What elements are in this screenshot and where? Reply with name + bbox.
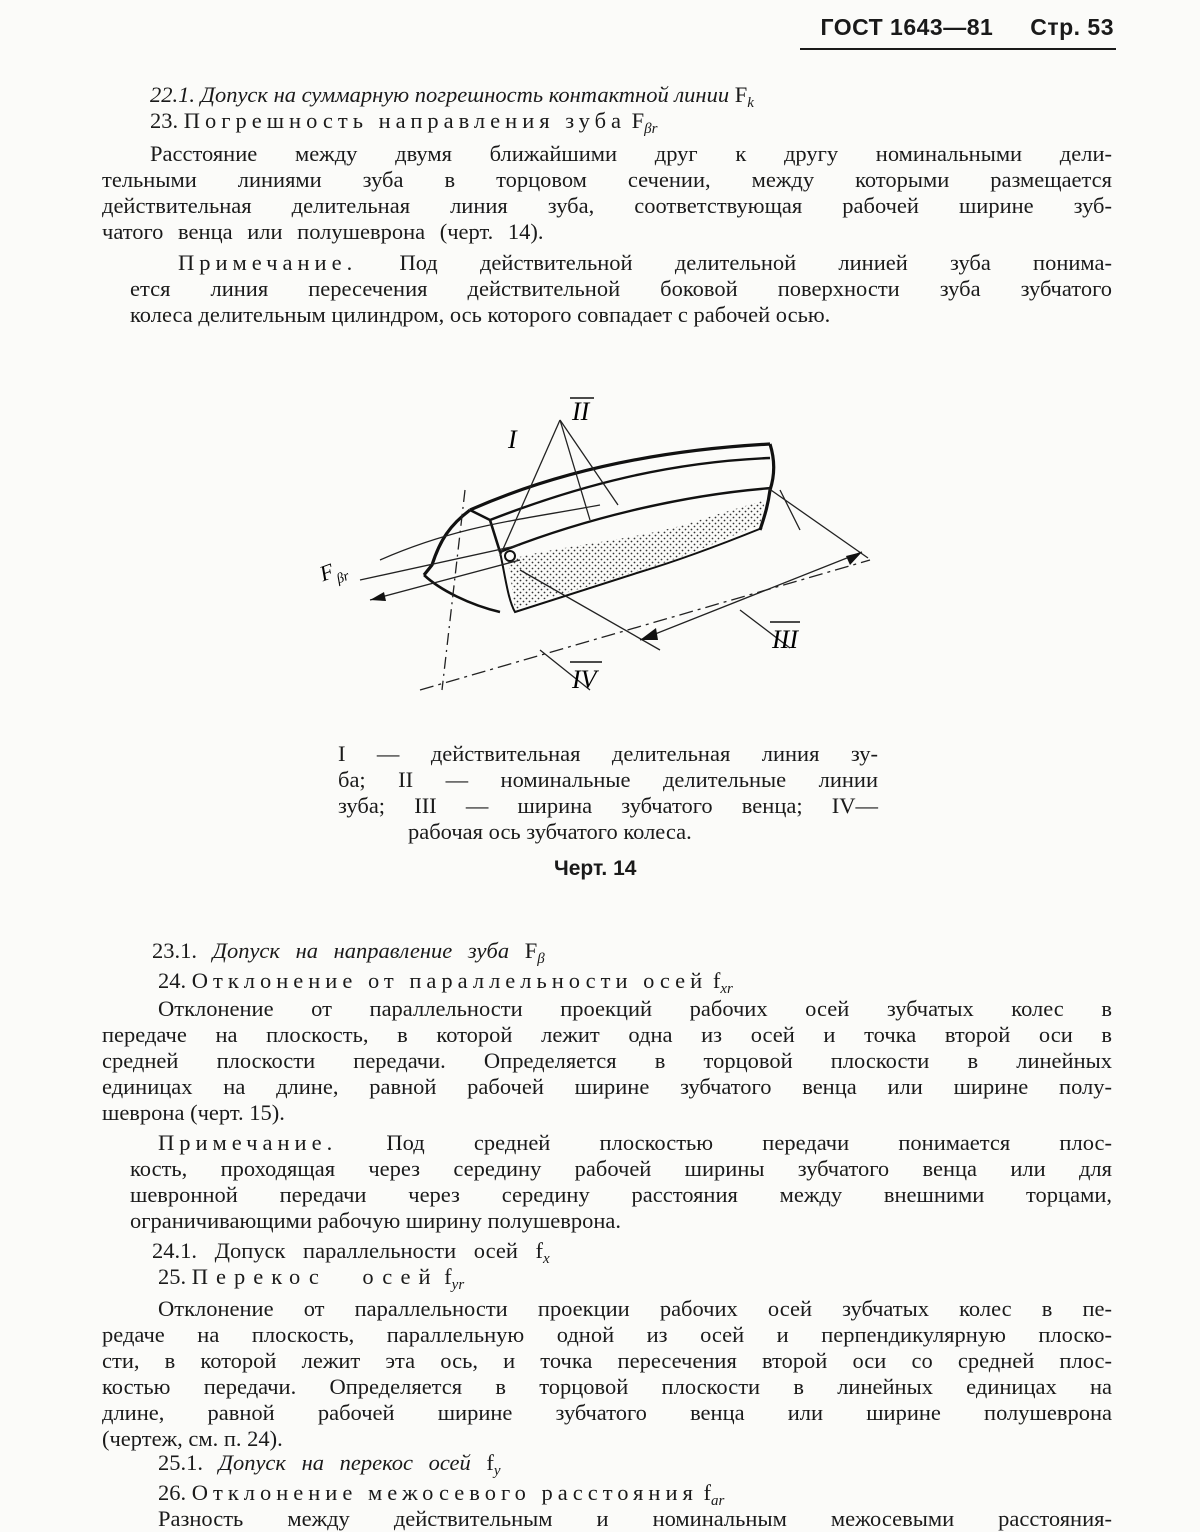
- tooth-front-face: [470, 510, 500, 552]
- arrowhead: [846, 552, 862, 565]
- caption-line: ба; II — номинальные делительные линии: [338, 767, 878, 792]
- note-line: ется линия пересечения действительной боковой поверхности зуба зубчатого: [130, 276, 1112, 301]
- paragraph-line: единицах на длине, равной рабочей ширине зубчатого венца или ширине полу-: [102, 1074, 1112, 1099]
- section-title: Отклонение от параллельности осей: [191, 968, 708, 993]
- paragraph-line: длине, равной рабочей ширине зубчатого венца или ширине полушеврона: [102, 1400, 1112, 1425]
- paragraph-line: чатого венца или полушеврона (черт. 14).: [102, 219, 544, 244]
- width-dimension-line: [640, 552, 862, 640]
- tooth-root-left: [424, 575, 500, 612]
- section-number: 22.1.: [150, 82, 195, 107]
- symbol: F: [524, 938, 538, 963]
- section-title: Погрешность направления зуба: [183, 108, 627, 133]
- paragraph-line: редаче на плоскость, параллельную одной из осей и перпендикулярную плоско-: [102, 1322, 1112, 1347]
- caption-line: I — действительная делительная линия зу-: [338, 741, 878, 766]
- extension-line-d: [780, 490, 800, 530]
- paragraph-line: (чертеж, см. п. 24).: [102, 1426, 283, 1451]
- note-label: Примечание.: [158, 1130, 338, 1155]
- page-number: Стр. 53: [1030, 14, 1114, 40]
- tooth-front-edge: [424, 510, 470, 575]
- note-first-line: [178, 250, 1112, 276]
- section-23-1-heading: [152, 938, 545, 972]
- figure-14-drawing: [0, 360, 1200, 720]
- symbol: f: [535, 1238, 544, 1263]
- arrowhead: [370, 592, 386, 601]
- symbol-subscript: xr: [720, 981, 733, 997]
- section-25-1-heading: [158, 1450, 501, 1484]
- paragraph-line: Отклонение от параллельности проекций рабочих осей зубчатых колес в: [158, 996, 1112, 1021]
- symbol-subscript: x: [543, 1251, 550, 1267]
- paragraph-line: средней плоскости передачи. Определяется в торцовой плоскости в линейных: [102, 1048, 1112, 1073]
- symbol-subscript: βr: [644, 121, 658, 137]
- paragraph-line: Расстояние между двумя ближайшими друг к другу номинальными дели-: [150, 141, 1112, 166]
- note-line: колеса делительным цилиндром, ось которого совпадает с рабочей осью.: [130, 302, 831, 327]
- section-number: 26.: [158, 1480, 187, 1505]
- symbol-subscript: ar: [710, 1493, 725, 1509]
- label-II: II: [572, 397, 590, 426]
- symbol-subscript: yr: [451, 1277, 465, 1293]
- section-number: 25.1.: [158, 1450, 203, 1475]
- header-rule: [800, 48, 1116, 50]
- note-line: шевронной передачи через середину расстояния между внешними торцами,: [130, 1182, 1112, 1207]
- paragraph-line: шеврона (черт. 15).: [102, 1100, 285, 1125]
- symbol: F: [734, 82, 748, 107]
- label-I: I: [508, 425, 517, 454]
- page-header: [820, 14, 1114, 41]
- section-number: 23.1.: [152, 938, 197, 963]
- note-text: Под действительной делительной линией зуба понима-: [399, 250, 1112, 275]
- symbol-subscript: k: [747, 95, 754, 111]
- caption-line: рабочая ось зубчатого колеса.: [408, 819, 692, 844]
- section-number: 23.: [150, 108, 179, 133]
- symbol: f: [444, 1264, 452, 1289]
- paragraph-line: сти, в которой лежит эта ось, и точка пересечения второй оси со средней плос-: [102, 1348, 1112, 1373]
- pitch-point-marker: [505, 551, 515, 561]
- working-axis-line: [420, 560, 870, 690]
- caption-line: зуба; III — ширина зубчатого венца; IV—: [338, 793, 878, 818]
- symbol-subscript: y: [493, 1463, 501, 1479]
- label-F-subscript: βr: [334, 568, 352, 588]
- note-first-line: [158, 1130, 1112, 1156]
- note-text: Под средней плоскостью передачи понимается плос-: [386, 1130, 1112, 1155]
- section-title: Допуск на суммарную погрешность контактной линии: [200, 82, 730, 107]
- standard-number: ГОСТ 1643—81: [820, 14, 994, 40]
- section-number: 25.: [158, 1264, 187, 1289]
- section-number: 24.1.: [152, 1238, 197, 1263]
- paragraph-line: костью передачи. Определяется в торцовой плоскости в линейных единицах на: [102, 1374, 1112, 1399]
- extension-line-c: [768, 488, 868, 558]
- label-III: III: [772, 625, 798, 654]
- paragraph-line: тельными линиями зуба в торцовом сечении, между которыми размещается: [102, 167, 1112, 192]
- symbol: f: [703, 1480, 711, 1505]
- section-number: 24.: [158, 968, 187, 993]
- section-title: Перекос осей: [191, 1264, 439, 1289]
- paragraph-line: передаче на плоскость, в которой лежит одна из осей и точка второй оси в: [102, 1022, 1112, 1047]
- symbol: f: [486, 1450, 494, 1475]
- symbol-subscript: β: [537, 951, 545, 967]
- section-23-heading: [150, 108, 657, 142]
- section-title: Допуск на направление зуба: [212, 938, 510, 963]
- note-line: ограничивающими рабочую ширину полушеврона.: [130, 1208, 622, 1233]
- paragraph-line: Разность между действительным и номинальным межосевыми расстояния-: [158, 1506, 1112, 1531]
- paragraph-line: Отклонение от параллельности проекции рабочих осей зубчатых колес в пе-: [158, 1296, 1112, 1321]
- extension-line-b: [370, 560, 520, 600]
- symbol: F: [631, 108, 645, 133]
- tooth-flank-shading: [508, 500, 765, 610]
- symbol: f: [712, 968, 721, 993]
- label-IV: IV: [572, 665, 597, 694]
- section-title: Отклонение межосевого расстояния: [191, 1480, 698, 1505]
- section-title: Допуск на перекос осей: [218, 1450, 471, 1475]
- section-title: Допуск параллельности осей: [214, 1238, 518, 1263]
- note-line: кость, проходящая через середину рабочей ширины зубчатого венца или для: [130, 1156, 1112, 1181]
- section-25-heading: [158, 1264, 464, 1298]
- extension-line-a: [360, 545, 520, 580]
- arrowhead: [640, 628, 658, 640]
- paragraph-line: действительная делительная линия зуба, соответствующая рабочей ширине зуб-: [102, 193, 1112, 218]
- label-F: F: [316, 558, 338, 587]
- note-label: Примечание.: [178, 250, 358, 275]
- figure-title: Черт. 14: [554, 857, 637, 880]
